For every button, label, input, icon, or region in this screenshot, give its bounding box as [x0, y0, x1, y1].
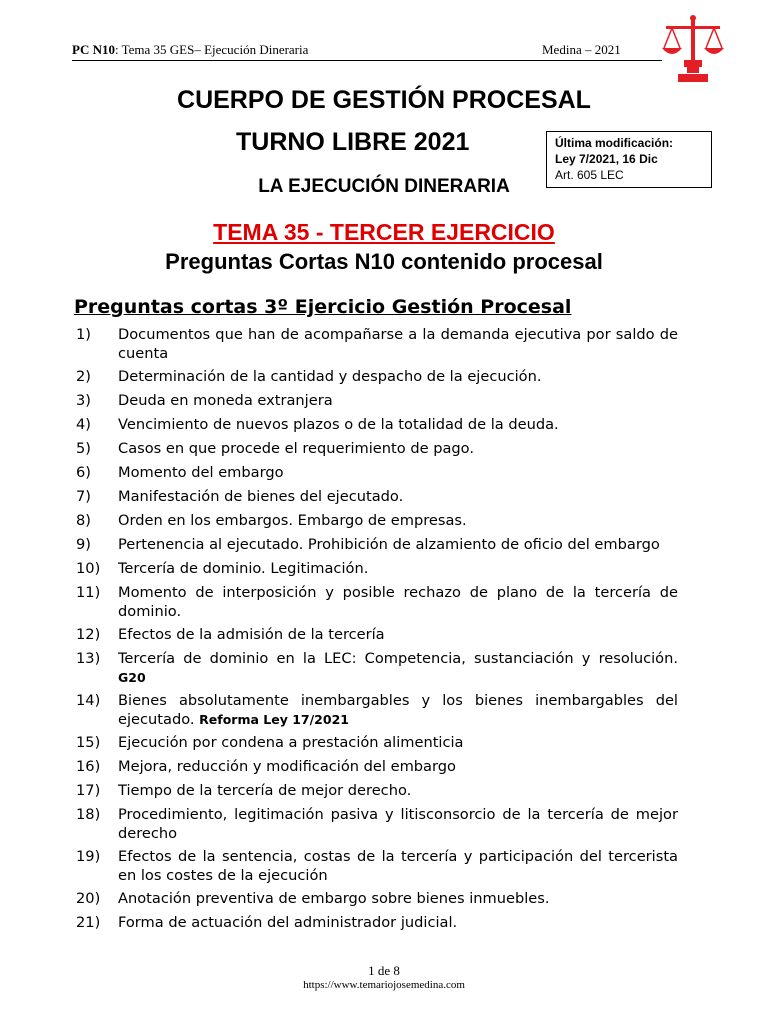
question-number: 4) [76, 416, 91, 433]
question-text: Tercería de dominio. Legitimación. [118, 560, 369, 577]
header-author-year: Medina – 2021 [542, 42, 621, 57]
question-number: 17) [76, 782, 101, 799]
question-item [74, 913, 678, 933]
title-line-1: CUERPO DE GESTIÓN PROCESAL [177, 86, 591, 114]
question-item [74, 733, 678, 753]
question-number: 13) [76, 650, 101, 667]
modification-article: Art. 605 LEC [555, 168, 624, 182]
question-number: 1) [76, 326, 91, 343]
questions-list [74, 325, 678, 937]
question-item [74, 889, 678, 909]
header-code: PC N10 [72, 42, 115, 57]
question-note: Reforma Ley 17/2021 [199, 712, 349, 727]
question-text: Efectos de la sentencia, costas de la tercería y participación del tercerista en los costes de la ejecución [118, 848, 678, 884]
modification-label: Última modificación: [555, 136, 674, 150]
footer-url: https://www.temariojosemedina.com [303, 979, 465, 991]
question-text: Deuda en moneda extranjera [118, 392, 333, 409]
scales-of-justice-icon [660, 14, 726, 84]
question-item [74, 757, 678, 777]
question-number: 2) [76, 368, 91, 385]
question-number: 19) [76, 848, 101, 865]
section-title: Preguntas cortas 3º Ejercicio Gestión Procesal [74, 296, 572, 318]
question-text: Documentos que han de acompañarse a la demanda ejecutiva por saldo de cuenta [118, 326, 678, 362]
question-number: 8) [76, 512, 91, 529]
question-text: Forma de actuación del administrador judicial. [118, 914, 458, 931]
question-number: 11) [76, 584, 101, 601]
question-number: 16) [76, 758, 101, 775]
header-left [72, 42, 308, 58]
question-text: Procedimiento, legitimación pasiva y litisconsorcio de la tercería de mejor derecho [118, 806, 678, 842]
question-text: Orden en los embargos. Embargo de empresas. [118, 512, 467, 529]
question-item [74, 805, 678, 843]
question-item [74, 583, 678, 621]
question-text: Mejora, reducción y modificación del embargo [118, 758, 456, 775]
question-number: 3) [76, 392, 91, 409]
question-number: 12) [76, 626, 101, 643]
modification-law: Ley 7/2021, 16 Dic [555, 152, 658, 166]
question-number: 20) [76, 890, 101, 907]
question-text: Casos en que procede el requerimiento de pago. [118, 440, 474, 457]
question-number: 10) [76, 560, 101, 577]
question-number: 14) [76, 692, 101, 709]
question-number: 7) [76, 488, 91, 505]
question-item [74, 511, 678, 531]
question-item [74, 781, 678, 801]
question-text: Anotación preventiva de embargo sobre bienes inmuebles. [118, 890, 550, 907]
question-number: 6) [76, 464, 91, 481]
question-text: Efectos de la admisión de la tercería [118, 626, 385, 643]
question-text: Tiempo de la tercería de mejor derecho. [118, 782, 412, 799]
question-text: Tercería de dominio en la LEC: Competencia, sustanciación y resolución. [118, 650, 678, 667]
question-text: Vencimiento de nuevos plazos o de la totalidad de la deuda. [118, 416, 559, 433]
tema-title: TEMA 35 - TERCER EJERCICIO [213, 219, 555, 245]
header-divider [72, 60, 662, 61]
question-item [74, 559, 678, 579]
title-line-3: LA EJECUCIÓN DINERARIA [258, 176, 510, 197]
question-number: 21) [76, 914, 101, 931]
question-item [74, 625, 678, 645]
question-text: Momento de interposición y posible rechazo de plano de la tercería de dominio. [118, 584, 678, 620]
question-item [74, 487, 678, 507]
question-text: Ejecución por condena a prestación alimenticia [118, 734, 464, 751]
question-item [74, 649, 678, 687]
subtitle: Preguntas Cortas N10 contenido procesal [165, 249, 603, 274]
question-item [74, 367, 678, 387]
question-item [74, 325, 678, 363]
question-item [74, 535, 678, 555]
question-number: 18) [76, 806, 101, 823]
question-text: Momento del embargo [118, 464, 284, 481]
question-item [74, 391, 678, 411]
page-number: 1 de 8 [368, 963, 400, 978]
question-note: G20 [118, 670, 146, 685]
header-topic: : Tema 35 GES– Ejecución Dineraria [114, 42, 309, 57]
question-item [74, 439, 678, 459]
modification-box [546, 131, 712, 188]
question-text: Manifestación de bienes del ejecutado. [118, 488, 404, 505]
question-number: 5) [76, 440, 91, 457]
question-text: Determinación de la cantidad y despacho de la ejecución. [118, 368, 542, 385]
question-item [74, 691, 678, 729]
question-item [74, 415, 678, 435]
question-text: Bienes absolutamente inembargables y los bienes inembargables del ejecutado. [118, 692, 678, 728]
title-line-2: TURNO LIBRE 2021 [236, 128, 470, 156]
question-item [74, 847, 678, 885]
question-item [74, 463, 678, 483]
question-text: Pertenencia al ejecutado. Prohibición de alzamiento de oficio del embargo [118, 536, 660, 553]
question-number: 9) [76, 536, 91, 553]
question-number: 15) [76, 734, 101, 751]
